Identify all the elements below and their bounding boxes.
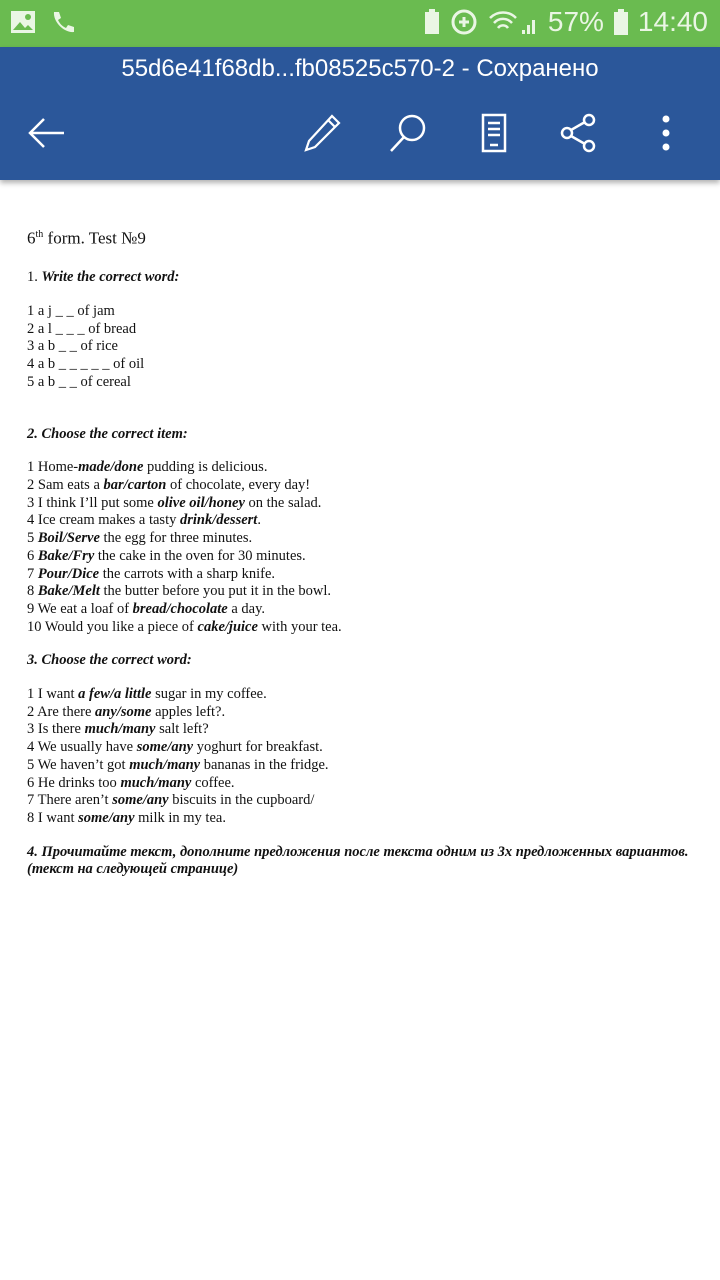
item-text: 5 We haven’t got [27, 756, 130, 773]
item-options: bread/chocolate [132, 600, 228, 617]
list-item [27, 356, 697, 374]
item-text: 4 a b _ _ _ _ _ of oil [27, 356, 145, 373]
item-options: cake/juice [197, 618, 258, 635]
item-options: any/some [95, 703, 152, 720]
list-item [27, 583, 697, 601]
data-saver-icon [450, 8, 478, 36]
list-item [27, 303, 697, 321]
list-item [27, 601, 697, 619]
list-item [27, 686, 697, 704]
battery-icon [614, 9, 628, 35]
item-options: drink/dessert [179, 512, 258, 529]
item-text: 6 He drinks too [27, 774, 121, 791]
item-text: 5 [27, 530, 38, 547]
section-title: 3. Choose the correct word: [27, 652, 192, 669]
list-item [27, 566, 697, 584]
item-text: 1 I want [27, 686, 79, 703]
section-number: 1. [27, 269, 42, 286]
document-page [27, 226, 697, 879]
item-text: 4 Ice cream makes a tasty [27, 512, 180, 529]
search-icon[interactable] [388, 113, 428, 153]
item-text-end: the egg for three minutes. [99, 530, 253, 547]
item-text: 2 Are there [27, 703, 96, 720]
mobile-view-icon[interactable] [474, 113, 514, 153]
title-text: form. Test №9 [43, 228, 146, 248]
item-text: 3 I think I’ll put some [27, 494, 158, 511]
item-options: Bake/Fry [37, 547, 95, 564]
item-text-end: a day. [227, 600, 266, 617]
item-text-end: the carrots with a sharp knife. [99, 565, 276, 582]
section-heading [27, 652, 697, 670]
section-heading [27, 426, 697, 444]
phone-icon [50, 10, 74, 36]
item-text-end: the cake in the oven for 30 minutes. [94, 547, 306, 564]
section-title: 2. Choose the correct item: [27, 425, 188, 442]
item-text-end: pudding is delicious. [143, 459, 268, 476]
item-text-end: apples left?. [151, 703, 226, 720]
item-text-end: . [257, 512, 261, 529]
item-text: 2 a l _ _ _ of bread [27, 320, 137, 337]
section-4-heading: 4. Прочитайте текст, дополните предложения после текста одним из 3х предложенных вариантов. (текст на следующей странице) [27, 843, 689, 878]
list-item [27, 512, 697, 530]
section-1 [27, 269, 697, 391]
item-text: 7 There aren’t [27, 792, 113, 809]
list-item [27, 321, 697, 339]
item-text: 1 Home- [27, 459, 79, 476]
item-text: 5 a b _ _ of cereal [27, 373, 131, 390]
item-options: Boil/Serve [37, 530, 100, 547]
app-bar [0, 47, 720, 180]
item-text: 8 I want [27, 809, 79, 826]
item-text: 9 We eat a loaf of [27, 600, 133, 617]
list-item [27, 459, 697, 477]
item-text: 3 Is there [27, 721, 85, 738]
section-3 [27, 652, 697, 827]
item-text-end: bananas in the fridge. [200, 756, 329, 773]
item-text-end: with your tea. [257, 618, 342, 635]
list-item [27, 739, 697, 757]
item-text-end: milk in my tea. [134, 809, 226, 826]
item-options: some/any [112, 792, 169, 809]
item-options: olive oil/honey [157, 494, 245, 511]
item-text-end: on the salad. [244, 494, 322, 511]
back-arrow-icon[interactable] [26, 113, 66, 153]
item-text: 6 [27, 547, 38, 564]
item-text: 7 [27, 565, 38, 582]
item-text: 4 We usually have [27, 739, 137, 756]
item-options: much/many [84, 721, 156, 738]
battery-saver-icon [424, 9, 440, 35]
item-text: 1 a j _ _ of jam [27, 303, 115, 320]
battery-percent: 57% [547, 6, 604, 37]
list-item [27, 810, 697, 828]
item-text-end: sugar in my coffee. [151, 686, 267, 703]
item-text: 8 [27, 583, 38, 600]
item-text-end: of chocolate, every day! [166, 476, 311, 493]
share-icon[interactable] [559, 113, 599, 153]
test-title [27, 226, 697, 247]
title-superscript: th [35, 229, 44, 240]
list-item [27, 775, 697, 793]
list-item [27, 721, 697, 739]
section-title: Write the correct word: [41, 269, 180, 286]
item-text-end: coffee. [191, 774, 235, 791]
section-heading [27, 269, 697, 287]
document-title: 55d6e41f68db...fb08525c570-2 - Сохранено [121, 55, 599, 82]
item-text-end: salt left? [155, 721, 209, 738]
edit-pencil-icon[interactable] [302, 113, 342, 153]
item-options: bar/carton [103, 476, 167, 493]
item-options: much/many [120, 774, 192, 791]
list-item [27, 757, 697, 775]
list-item [27, 495, 697, 513]
status-bar [0, 0, 720, 47]
list-item [27, 792, 697, 810]
item-options: much/many [129, 756, 201, 773]
item-options: made/done [78, 459, 144, 476]
list-item [27, 477, 697, 495]
item-text: 2 Sam eats a [27, 476, 104, 493]
item-options: Pour/Dice [37, 565, 100, 582]
list-item [27, 548, 697, 566]
clock: 14:40 [637, 6, 708, 37]
list-item [27, 530, 697, 548]
item-text-end: the butter before you put it in the bowl. [99, 583, 332, 600]
item-text-end: biscuits in the cupboard/ [168, 792, 315, 809]
wifi-signal-icon [488, 8, 538, 36]
item-options: some/any [78, 809, 135, 826]
item-text: 10 Would you like a piece of [27, 618, 198, 635]
item-text: 3 a b _ _ of rice [27, 338, 118, 355]
more-options-icon[interactable] [646, 113, 686, 153]
section-2 [27, 426, 697, 637]
list-item [27, 704, 697, 722]
title-number: 6 [27, 228, 36, 248]
list-item [27, 374, 697, 392]
list-item [27, 338, 697, 356]
item-options: some/any [136, 739, 194, 756]
item-options: Bake/Melt [37, 583, 100, 600]
item-text-end: yoghurt for breakfast. [193, 739, 323, 756]
list-item [27, 619, 697, 637]
image-notification-icon [10, 10, 36, 34]
item-options: a few/a little [78, 686, 152, 703]
